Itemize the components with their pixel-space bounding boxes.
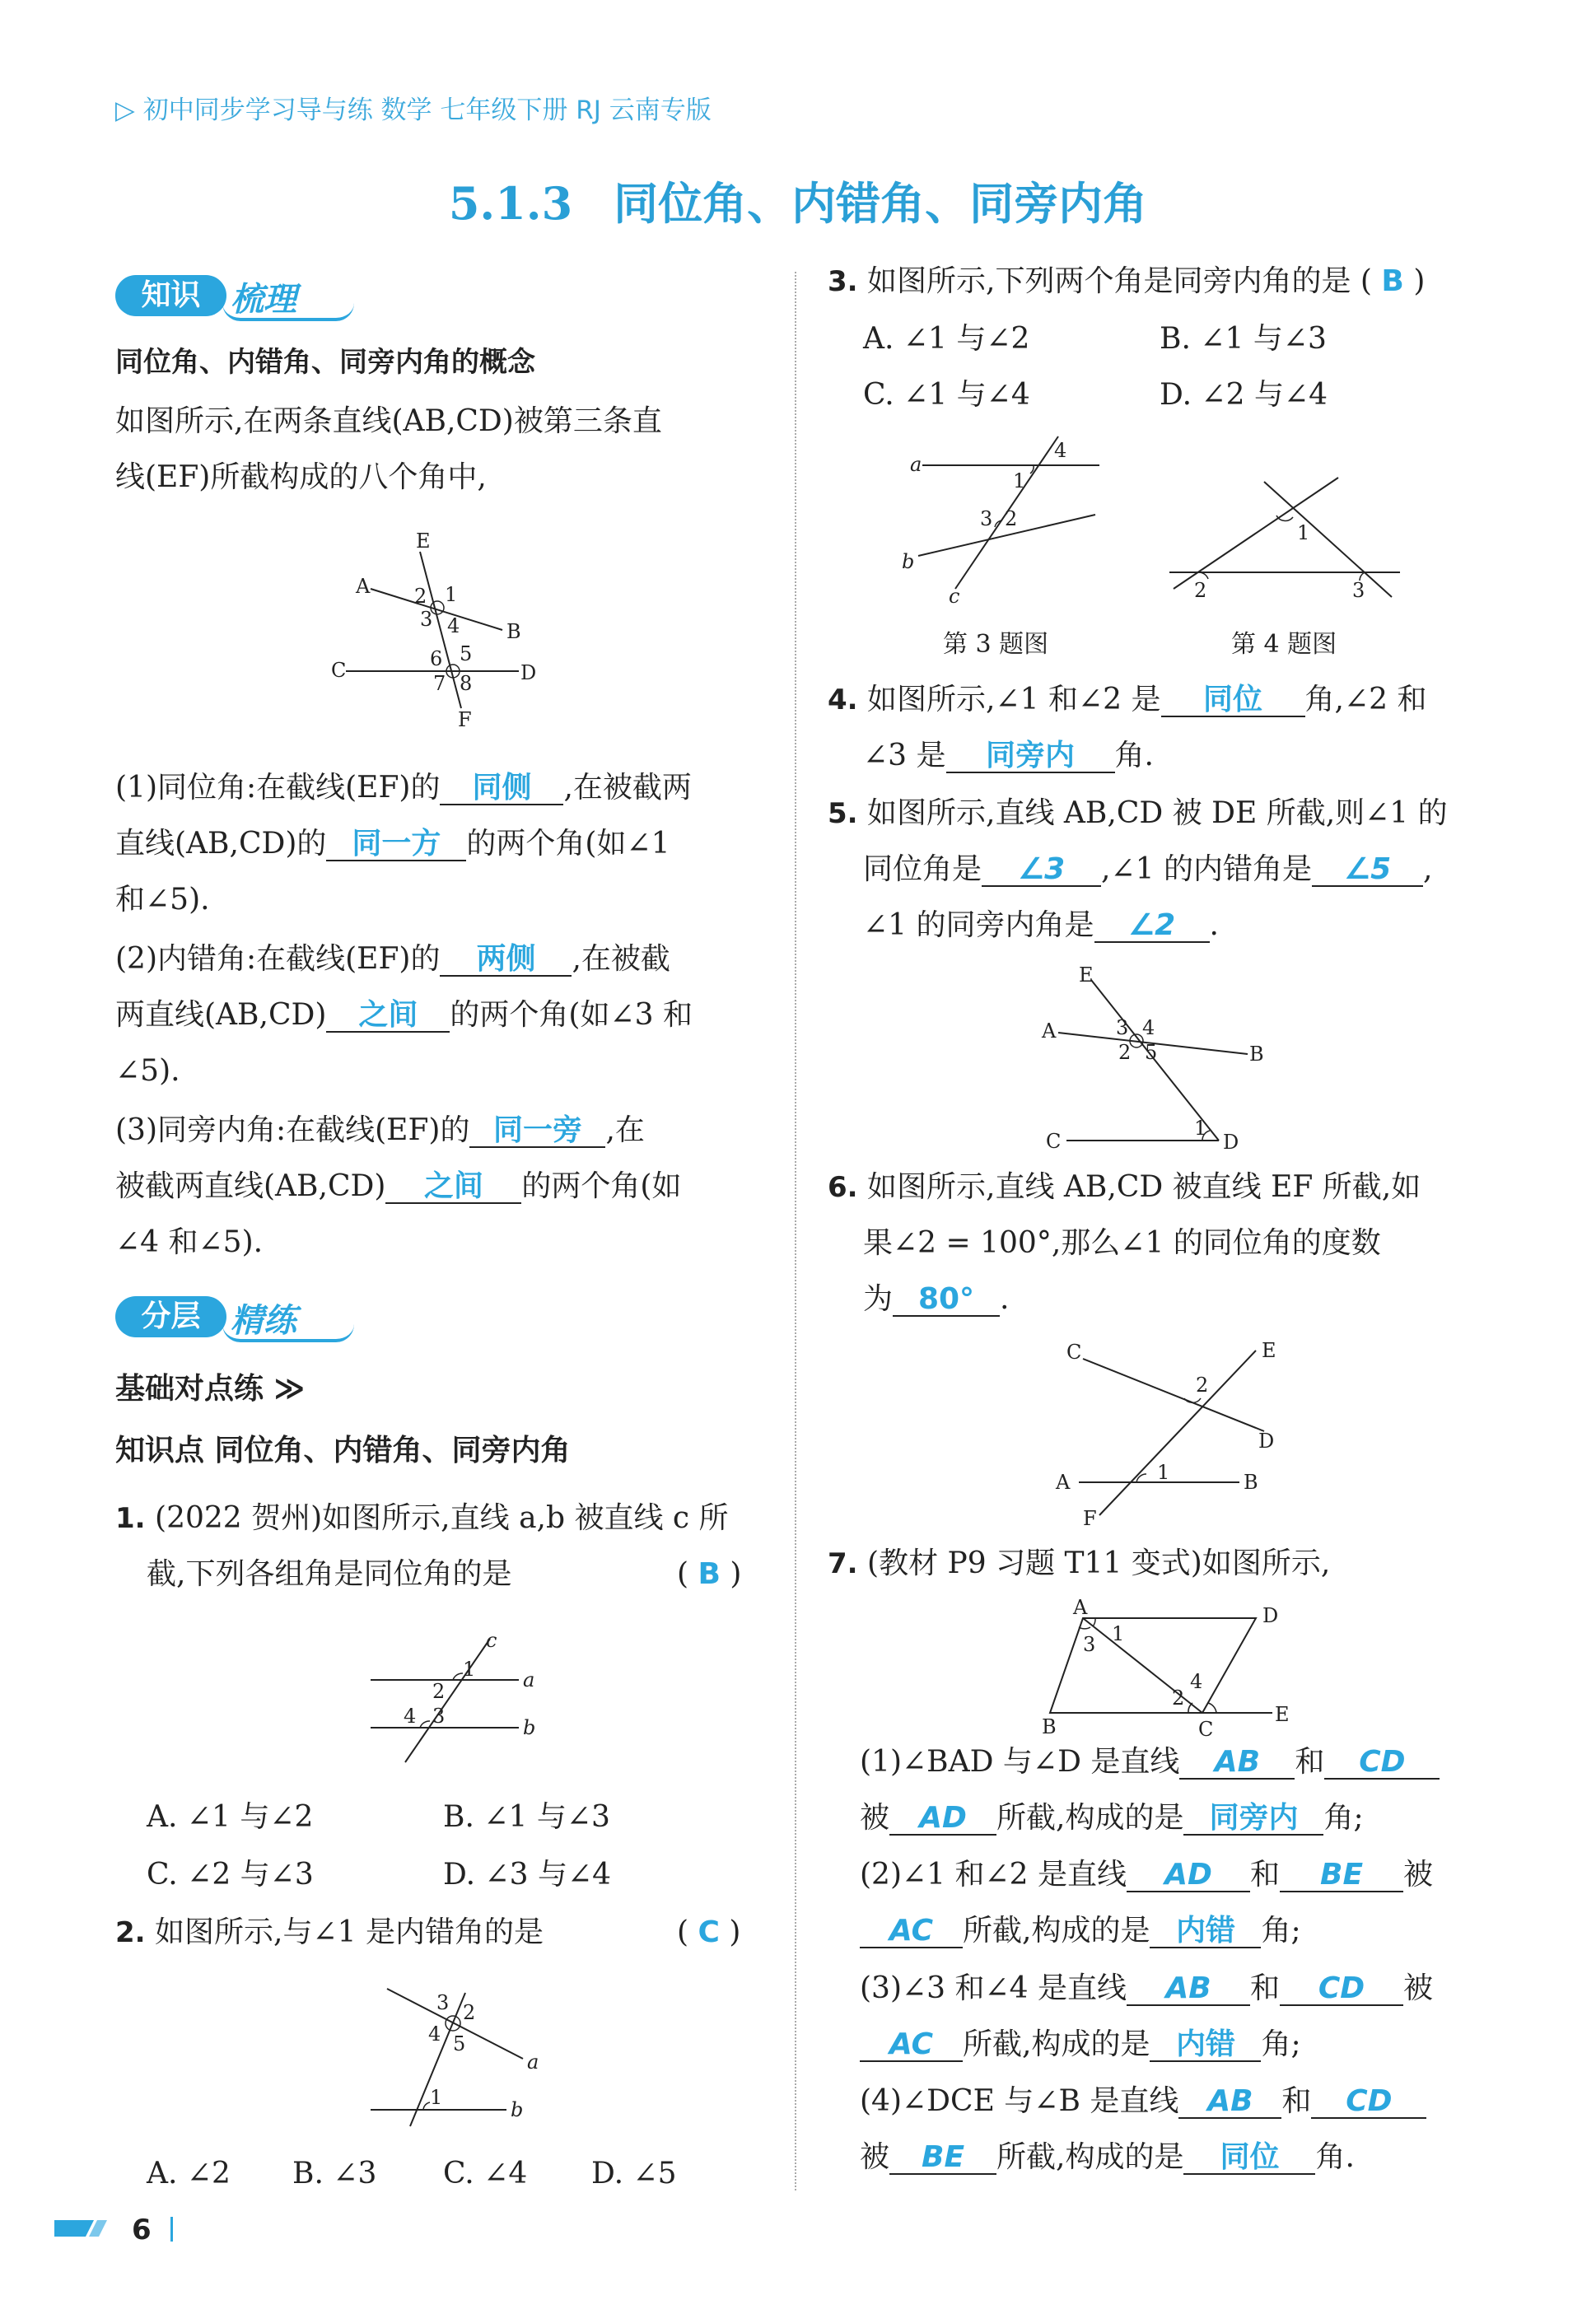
fig-label: 3 xyxy=(432,1705,446,1728)
footer-divider xyxy=(170,2217,173,2242)
q1-option-c: C. ∠2 与∠3 xyxy=(147,1858,314,1892)
answer-blank: 同位 xyxy=(1161,684,1305,717)
q7-line-1 xyxy=(828,1546,1330,1582)
q7-s1-line-1 xyxy=(860,1744,1440,1780)
text: 的两个角(如∠3 和 xyxy=(450,998,693,1032)
angle-mark xyxy=(420,1721,430,1728)
fig-label: 5 xyxy=(1145,1041,1158,1064)
text: (2022 贺州)如图所示,直线 a,b 被直线 c 所 xyxy=(155,1501,729,1535)
footer-stripe-icon xyxy=(51,2217,109,2240)
answer-blank: 内错 xyxy=(1150,2029,1261,2062)
text: 被 xyxy=(1403,1858,1434,1892)
fig-label: 2 xyxy=(1005,507,1018,530)
q5-line-1 xyxy=(828,795,1448,832)
answer-blank: BE xyxy=(1280,1859,1403,1892)
q1-answer: ( B ) xyxy=(677,1557,742,1591)
text: 直线(AB,CD)的 xyxy=(115,827,327,861)
text: 的两个角(如 xyxy=(521,1169,682,1203)
concept-1-line-2 xyxy=(115,826,670,862)
parallelogram xyxy=(1050,1618,1256,1713)
concept-3-line-2 xyxy=(115,1169,681,1205)
q6-line-3 xyxy=(863,1281,1009,1318)
knowledge-intro-1: 如图所示,在两条直线(AB,CD)被第三条直 xyxy=(115,404,662,438)
section-title xyxy=(0,169,1596,232)
right-line xyxy=(1264,482,1392,597)
knowledge-badge xyxy=(115,272,354,320)
fig-label: b xyxy=(523,1716,536,1739)
q3-line-1: 3. 如图所示,下列两个角是同旁内角的是 ( B ) xyxy=(828,264,1426,298)
text: 角. xyxy=(1114,739,1154,772)
answer-blank: AC xyxy=(860,1915,963,1948)
fig-label: E xyxy=(1275,1703,1290,1726)
text: 如图所示,下列两个角是同旁内角的是 xyxy=(867,264,1351,298)
q2-answer: ( C ) xyxy=(677,1915,741,1949)
angle-mark xyxy=(1198,572,1208,579)
text: 同位角是 xyxy=(863,852,982,886)
answer-blank: CD xyxy=(1311,2086,1426,2119)
q3-option-c: C. ∠1 与∠4 xyxy=(863,378,1030,412)
text: (2)内错角:在截线(EF)的 xyxy=(115,942,441,976)
question-number: 5. xyxy=(828,797,858,830)
text: , xyxy=(1422,852,1433,886)
q6-line-1 xyxy=(828,1169,1421,1206)
fig-label: 7 xyxy=(433,672,446,695)
fig-label: 6 xyxy=(430,647,443,670)
line-c xyxy=(405,1639,490,1762)
line-ab xyxy=(371,589,502,630)
answer-blank: 同一方 xyxy=(326,828,466,861)
concept-2-line-3: ∠5). xyxy=(115,1054,180,1088)
answer-blank: 之间 xyxy=(385,1171,521,1204)
q5-line-2 xyxy=(863,851,1432,888)
fig-label: D xyxy=(1262,1604,1279,1627)
text: 如图所示,直线 AB,CD 被 DE 所截,则∠1 的 xyxy=(867,796,1448,830)
answer-blank: AC xyxy=(860,2029,963,2062)
text: 两直线(AB,CD) xyxy=(115,998,327,1032)
fig-label: A xyxy=(1056,1471,1071,1494)
fig-label: F xyxy=(458,708,472,731)
fig-label: 1 xyxy=(430,2086,443,2109)
question-number: 3. xyxy=(828,265,858,298)
text: (2)∠1 和∠2 是直线 xyxy=(860,1858,1127,1892)
q7-s4-line-1 xyxy=(860,2083,1426,2120)
fig-label: c xyxy=(486,1629,497,1652)
q7-s1-line-2 xyxy=(860,1800,1364,1836)
q2-option-d: D. ∠5 xyxy=(591,2157,677,2190)
fig-label: 3 xyxy=(980,507,993,530)
concept-2-line-2 xyxy=(115,997,693,1033)
fig-label: F xyxy=(1083,1507,1097,1530)
practice-topic: 知识点 同位角、内错角、同旁内角 xyxy=(115,1434,571,1467)
text: 角; xyxy=(1261,1914,1301,1948)
text: ,在被截 xyxy=(572,942,670,976)
answer-blank: 两侧 xyxy=(440,944,572,977)
knowledge-figure xyxy=(329,527,544,741)
q7-s3-line-1 xyxy=(860,1971,1433,2007)
text: ,在 xyxy=(605,1113,645,1147)
answer-blank: 80° xyxy=(893,1284,1000,1317)
q1-figure xyxy=(362,1631,560,1770)
concept-2-line-1 xyxy=(115,941,670,977)
answer-blank: 之间 xyxy=(326,1000,450,1033)
fig-label: 2 xyxy=(463,2001,476,2024)
angle-mark xyxy=(1276,516,1293,520)
q2-option-c: C. ∠4 xyxy=(443,2157,528,2190)
concept-3-line-3: ∠4 和∠5). xyxy=(115,1225,264,1259)
q2-figure xyxy=(362,1976,560,2133)
fig-label: B xyxy=(506,620,521,643)
answer-blank: ∠2 xyxy=(1094,910,1210,943)
question-number: 1. xyxy=(115,1502,146,1535)
fig-label: 3 xyxy=(1083,1633,1096,1656)
text: 角,∠2 和 xyxy=(1304,683,1427,716)
fig-label: 1 xyxy=(1112,1622,1125,1645)
fig-label: c xyxy=(949,585,960,608)
practice-badge-pill: 分层 xyxy=(115,1296,226,1337)
fig-label: A xyxy=(356,575,371,598)
q2-line-1 xyxy=(115,1915,544,1951)
answer: B xyxy=(698,1557,721,1591)
q7-figure xyxy=(1034,1598,1305,1742)
answer-blank: AD xyxy=(1127,1859,1250,1892)
q6-line-2: 果∠2 = 100°,那么∠1 的同位角的度数 xyxy=(863,1226,1381,1260)
fig-label: b xyxy=(902,550,915,573)
fig-label: 3 xyxy=(420,608,433,631)
concept-1-line-3: 和∠5). xyxy=(115,883,210,917)
q3-caption: 第 3 题图 xyxy=(943,630,1049,659)
q1-option-a: A. ∠1 与∠2 xyxy=(147,1800,314,1834)
fig-label: B xyxy=(1244,1471,1258,1494)
section-title-text: 同位角、内错角、同旁内角 xyxy=(614,177,1148,230)
q7-s4-line-2 xyxy=(860,2139,1355,2176)
fig-label: 5 xyxy=(460,642,473,665)
answer-blank: 内错 xyxy=(1150,1915,1261,1948)
fig-label: E xyxy=(416,530,431,553)
q7-s2-line-2 xyxy=(860,1913,1301,1949)
fig-label: a xyxy=(910,453,922,476)
fig-label: 4 xyxy=(1054,439,1067,462)
q3-option-a: A. ∠1 与∠2 xyxy=(863,322,1030,356)
fig-label: C xyxy=(331,659,347,682)
text: (4)∠DCE 与∠B 是直线 xyxy=(860,2084,1179,2118)
q2-option-b: B. ∠3 xyxy=(292,2157,377,2190)
text: (3)∠3 和∠4 是直线 xyxy=(860,1971,1127,2005)
text: 和 xyxy=(1295,1745,1325,1779)
q6-figure xyxy=(1046,1334,1293,1532)
q3-option-b: B. ∠1 与∠3 xyxy=(1160,322,1327,356)
text: ∠1 的同旁内角是 xyxy=(863,908,1094,942)
text: 和 xyxy=(1250,1858,1281,1892)
fig-label: E xyxy=(1262,1339,1276,1362)
q7-s2-line-1 xyxy=(860,1857,1433,1893)
text: 被 xyxy=(1403,1971,1434,2005)
badge-swoosh xyxy=(222,303,354,321)
fig-label: 4 xyxy=(1142,1016,1155,1039)
answer: B xyxy=(1381,264,1404,298)
answer-blank: 同一旁 xyxy=(469,1115,605,1148)
concept-3-line-1 xyxy=(115,1113,645,1149)
answer-blank: 同旁内 xyxy=(1183,1803,1323,1836)
text: 所截,构成的是 xyxy=(963,2027,1150,2061)
q5-line-3 xyxy=(863,907,1219,944)
angle-mark xyxy=(423,2102,430,2110)
stripe xyxy=(54,2220,94,2237)
practice-badge xyxy=(115,1293,354,1341)
answer-blank: CD xyxy=(1280,1973,1403,2006)
page-number: 6 xyxy=(132,2214,152,2246)
q1-line-2: 截,下列各组角是同位角的是 xyxy=(147,1557,512,1591)
knowledge-heading: 同位角、内错角、同旁内角的概念 xyxy=(115,346,535,379)
fig-label: 8 xyxy=(460,672,473,695)
text: 所截,构成的是 xyxy=(963,1914,1150,1948)
answer-blank: AB xyxy=(1179,1747,1295,1780)
practice-badge-text: 精练 xyxy=(231,1302,296,1340)
book-header: ▷ 初中同步学习导与练 数学 七年级下册 RJ 云南专版 xyxy=(115,96,712,125)
angle-mark xyxy=(1093,1618,1095,1626)
fig-label: 2 xyxy=(432,1680,446,1703)
fig-label: 2 xyxy=(1194,579,1207,602)
q2-option-a: A. ∠2 xyxy=(147,2157,231,2190)
column-divider xyxy=(795,272,796,2190)
q4-line-2 xyxy=(863,738,1154,774)
text: (3)同旁内角:在截线(EF)的 xyxy=(115,1113,470,1147)
fig-label: C xyxy=(1046,1130,1062,1153)
text: 角. xyxy=(1315,2140,1355,2174)
fig-label: 1 xyxy=(463,1658,476,1681)
q3-figure xyxy=(898,428,1112,609)
text: 和 xyxy=(1281,2084,1312,2118)
q3-option-d: D. ∠2 与∠4 xyxy=(1160,378,1328,412)
angle-mark xyxy=(1079,1627,1090,1629)
fig-label: 2 xyxy=(1118,1041,1132,1064)
fig-label: 1 xyxy=(1194,1117,1207,1140)
text: (1)∠BAD 与∠D 是直线 xyxy=(860,1745,1180,1779)
answer: C xyxy=(698,1915,720,1949)
fig-label: D xyxy=(520,661,537,684)
q4-figure xyxy=(1161,469,1408,609)
fig-label: E xyxy=(1079,963,1094,987)
answer-blank: 同侧 xyxy=(440,772,563,805)
text: 所截,构成的是 xyxy=(996,2140,1184,2174)
q1-option-d: D. ∠3 与∠4 xyxy=(443,1858,612,1892)
fig-label: a xyxy=(523,1668,535,1691)
answer-blank: AB xyxy=(1178,2086,1281,2119)
question-number: 2. xyxy=(115,1916,146,1949)
question-number: 6. xyxy=(828,1171,858,1204)
q4-caption: 第 4 题图 xyxy=(1231,630,1337,659)
text: 为 xyxy=(863,1282,894,1316)
fig-label: a xyxy=(527,2050,539,2074)
fig-label: 1 xyxy=(1157,1461,1170,1484)
text: . xyxy=(1000,1282,1010,1316)
fig-label: 3 xyxy=(1352,579,1365,602)
text: ,∠1 的内错角是 xyxy=(1101,852,1312,886)
concept-1-line-1 xyxy=(115,770,692,806)
text: 的两个角(如∠1 xyxy=(466,827,670,861)
text: 角; xyxy=(1323,1801,1364,1835)
text: ∠3 是 xyxy=(863,739,946,772)
answer-blank: 同旁内 xyxy=(946,740,1115,773)
fig-label: 1 xyxy=(1297,521,1310,544)
fig-label: 2 xyxy=(1172,1687,1185,1710)
text: 被截两直线(AB,CD) xyxy=(115,1169,386,1203)
badge-swoosh xyxy=(222,1324,354,1342)
answer-blank: ∠3 xyxy=(982,854,1101,887)
text: 如图所示,直线 AB,CD 被直线 EF 所截,如 xyxy=(867,1170,1421,1204)
fig-label: C xyxy=(1066,1341,1082,1364)
knowledge-intro-2: 线(EF)所截构成的八个角中, xyxy=(115,460,487,494)
section-number: 5.1.3 xyxy=(448,177,573,230)
fig-label: B xyxy=(1249,1043,1264,1066)
text: (教材 P9 习题 T11 变式)如图所示, xyxy=(867,1547,1331,1580)
fig-label: D xyxy=(1258,1430,1275,1453)
practice-section: 基础对点练 ≫ xyxy=(115,1372,306,1406)
text: 被 xyxy=(860,1801,890,1835)
text: 如图所示,∠1 和∠2 是 xyxy=(867,683,1161,716)
fig-label: 4 xyxy=(447,614,460,637)
text: . xyxy=(1209,908,1219,942)
fig-label: A xyxy=(1073,1596,1088,1619)
answer-blank: ∠5 xyxy=(1312,854,1423,887)
text: 和 xyxy=(1250,1971,1281,2005)
fig-label: D xyxy=(1223,1131,1239,1154)
fig-label: b xyxy=(511,2098,524,2121)
angle-mark xyxy=(453,1673,463,1680)
fig-label: C xyxy=(1198,1718,1214,1741)
answer-blank: AB xyxy=(1127,1973,1250,2006)
fig-label: 3 xyxy=(1116,1016,1129,1039)
q1-line-1 xyxy=(115,1500,729,1537)
fig-label: 4 xyxy=(428,2022,441,2046)
answer-blank: BE xyxy=(889,2142,996,2175)
answer-blank: 同位 xyxy=(1183,2142,1315,2175)
fig-label: 3 xyxy=(436,1991,450,2014)
text: 如图所示,与∠1 是内错角的是 xyxy=(155,1915,544,1949)
fig-label: 4 xyxy=(404,1705,417,1728)
text: 所截,构成的是 xyxy=(996,1801,1184,1835)
q7-s3-line-2 xyxy=(860,2027,1301,2063)
q5-figure xyxy=(1034,963,1281,1161)
fig-label: 1 xyxy=(445,583,458,606)
text: (1)同位角:在截线(EF)的 xyxy=(115,771,441,805)
knowledge-badge-pill: 知识 xyxy=(115,275,226,316)
question-number: 7. xyxy=(828,1547,858,1580)
fig-label: 5 xyxy=(453,2032,466,2055)
fig-label: A xyxy=(1042,1019,1057,1043)
q1-option-b: B. ∠1 与∠3 xyxy=(443,1800,610,1834)
fig-label: 1 xyxy=(1013,469,1026,492)
fig-label: B xyxy=(1042,1715,1057,1738)
fig-label: 2 xyxy=(1196,1374,1209,1397)
fig-label: 4 xyxy=(1190,1670,1203,1693)
angle-mark xyxy=(1208,1703,1216,1713)
question-number: 4. xyxy=(828,683,858,716)
text: ,在被截两 xyxy=(563,771,692,805)
answer-blank: CD xyxy=(1324,1747,1440,1780)
text: 角; xyxy=(1261,2027,1301,2061)
answer-blank: AD xyxy=(889,1803,996,1836)
text: 被 xyxy=(860,2140,890,2174)
knowledge-badge-text: 梳理 xyxy=(231,281,296,319)
fig-label: 2 xyxy=(414,585,427,608)
q4-line-1 xyxy=(828,682,1426,718)
